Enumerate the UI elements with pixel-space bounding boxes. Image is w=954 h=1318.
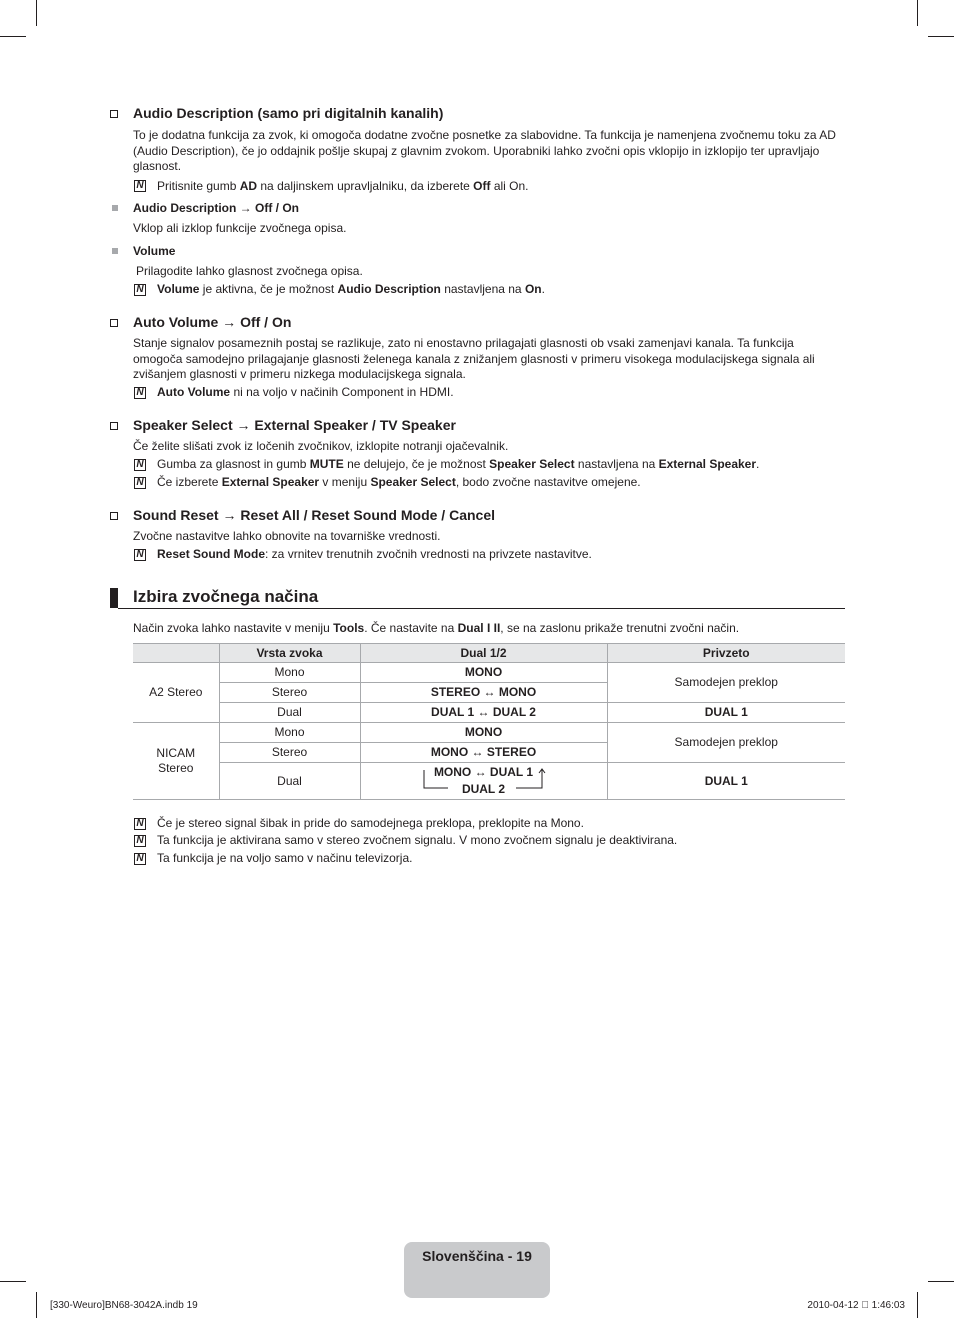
- speaker-select-note-1: [157, 457, 759, 473]
- note-text: nastavljena na: [440, 282, 525, 296]
- square-bullet-icon: [112, 248, 118, 254]
- table-header: Vrsta zvoka: [219, 644, 360, 663]
- crop-mark: [917, 1292, 918, 1318]
- note-bold: On: [524, 282, 542, 296]
- note-bold: Speaker Select: [370, 475, 456, 489]
- note-bold: External Speaker: [221, 475, 320, 489]
- sound-reset-note: [157, 547, 592, 563]
- note-icon: N: [134, 284, 146, 296]
- note-icon: N: [134, 180, 146, 192]
- note-text: Gumba za glasnost in gumb: [157, 457, 310, 471]
- note-bold: Off: [473, 179, 491, 193]
- file-info: [330-Weuro]BN68-3042A.indb 19: [50, 1300, 198, 1311]
- note-item: Če je stereo signal šibak in pride do samodejnega preklopa, preklopite na Mono.: [157, 816, 584, 830]
- note-icon: N: [134, 835, 146, 847]
- intro-bold: Dual I II: [457, 621, 501, 635]
- table-cell: Dual: [219, 763, 360, 800]
- table-cell: Dual: [219, 703, 360, 723]
- table-cell-cycle: [360, 763, 607, 800]
- table-cell: MONO: [360, 663, 607, 683]
- note-bold: Volume: [157, 282, 200, 296]
- table-header: Dual 1/2: [360, 644, 607, 663]
- section-title: Izbira zvočnega načina: [133, 587, 319, 606]
- table-cell: Stereo: [219, 683, 360, 703]
- volume-sub-body: Prilagodite lahko glasnost zvočnega opisa.: [136, 264, 363, 278]
- note-text: .: [541, 282, 545, 296]
- table-row: [133, 703, 845, 723]
- table-cell: Mono: [219, 723, 360, 743]
- note-text: Pritisnite gumb: [157, 179, 240, 193]
- sound-reset-body: Zvočne nastavitve lahko obnovite na tovarniške vrednosti.: [133, 529, 441, 543]
- nicam-stereo-label: [133, 723, 219, 800]
- intro-text: Način zvoka lahko nastavite v meniju: [133, 621, 334, 635]
- audio-description-body: To je dodatna funkcija za zvok, ki omogoča dodatne zvočne posnetke za slabovidne. Ta funkcija je namenjena zvočnemu toku za AD (Audio Description), če jo oddajnik pošlje skupaj z glavnim zvokom. Uporabniki lahko zvočni opis vklopijo in izklopijo ter upravljajo glasnost.: [133, 128, 836, 173]
- square-bullet-icon: [112, 205, 118, 211]
- note-bold: MUTE: [309, 457, 344, 471]
- note-icon: N: [134, 459, 146, 471]
- note-text: nastavljena na: [574, 457, 659, 471]
- table-cell: DUAL 1 ↔ DUAL 2: [360, 703, 607, 723]
- note-text: ni na voljo v načinih Component in HDMI.: [230, 385, 454, 399]
- crop-mark: [0, 1281, 26, 1282]
- table-cell: MONO: [360, 723, 607, 743]
- crop-mark: [928, 36, 954, 37]
- audio-description-heading: Audio Description (samo pri digitalnih kanalih): [133, 105, 444, 121]
- table-cell: DUAL 1: [607, 703, 845, 723]
- crop-mark: [36, 1292, 37, 1318]
- note-bold: Speaker Select: [489, 457, 575, 471]
- note-bold: Reset Sound Mode: [157, 547, 266, 561]
- table-cell: Stereo: [219, 743, 360, 763]
- volume-note: [157, 282, 545, 298]
- note-bold: AD: [239, 179, 258, 193]
- note-icon: N: [134, 853, 146, 865]
- table-row: [133, 663, 845, 683]
- table-header: [133, 644, 219, 663]
- cycle-arrow-icon: [422, 768, 546, 792]
- volume-sub-heading: Volume: [133, 244, 176, 258]
- table-cell: DUAL 1: [607, 763, 845, 800]
- ad-sub-body: Vklop ali izklop funkcije zvočnega opisa.: [133, 221, 347, 235]
- table-header: Privzeto: [607, 644, 845, 663]
- speaker-select-body: Če želite slišati zvok iz ločenih zvočnikov, izklopite notranji ojačevalnik.: [133, 439, 509, 453]
- crop-mark: [928, 1281, 954, 1282]
- note-item: Ta funkcija je aktivirana samo v stereo zvočnem signalu. V mono zvočnem signalu je deaktivirana.: [157, 833, 678, 847]
- auto-volume-heading: Auto Volume → Off / On: [133, 314, 292, 330]
- section-marker: [110, 588, 118, 608]
- crop-mark: [0, 36, 26, 37]
- section-divider: [118, 608, 845, 609]
- print-timestamp: 2010-04-12 ￿ 1:46:03: [807, 1300, 905, 1311]
- cycle-line-1: MONO ↔ DUAL 1: [433, 765, 534, 779]
- crop-mark: [917, 0, 918, 26]
- nicam-label-line: Stereo: [158, 761, 194, 775]
- note-text: ne delujejo, če je možnost: [343, 457, 490, 471]
- dual-cycle-diagram: [424, 764, 544, 798]
- page-number: Slovenščina - 19: [422, 1248, 532, 1264]
- sound-reset-heading: Sound Reset → Reset All / Reset Sound Mode / Cancel: [133, 507, 495, 523]
- nicam-label-line: NICAM: [156, 746, 196, 760]
- section-intro: [133, 621, 739, 637]
- cycle-line-2: DUAL 2: [461, 782, 506, 796]
- checkbox-bullet-icon: [110, 110, 118, 118]
- note-item: Ta funkcija je na voljo samo v načinu televizorja.: [157, 851, 413, 865]
- table-cell: Samodejen preklop: [607, 723, 845, 763]
- note-bold: Auto Volume: [157, 385, 231, 399]
- note-text: na daljinskem upravljalniku, da izberete: [257, 179, 474, 193]
- auto-volume-note: [157, 385, 454, 401]
- note-bold: External Speaker: [658, 457, 757, 471]
- note-text: , bodo zvočne nastavitve omejene.: [455, 475, 641, 489]
- intro-text: , se na zaslonu prikaže trenutni zvočni način.: [500, 621, 740, 635]
- note-icon: N: [134, 387, 146, 399]
- note-text: Če izberete: [157, 475, 222, 489]
- note-text: : za vrnitev trenutnih zvočnih vrednosti na privzete nastavitve.: [265, 547, 592, 561]
- auto-volume-body: Stanje signalov posameznih postaj se razlikuje, zato ni enostavno prilagajati glasnosti ob vsaki zamenjavi kanala. Ta funkcija omogoča samodejno prilagajanje glasnosti želenega kanala z znižanjem glasnosti v primeru visokega modulacijskega signala ali zvišanjem glasnosti v primeru nizkega modulacijskega signala.: [133, 336, 815, 381]
- note-text: je aktivna, če je možnost: [199, 282, 338, 296]
- checkbox-bullet-icon: [110, 422, 118, 430]
- table-header-row: [133, 644, 845, 663]
- note-text: .: [756, 457, 760, 471]
- audio-description-note: [157, 179, 529, 195]
- table-cell: Samodejen preklop: [607, 663, 845, 703]
- note-icon: N: [134, 818, 146, 830]
- table-cell: STEREO ↔ MONO: [360, 683, 607, 703]
- intro-text: . Če nastavite na: [364, 621, 458, 635]
- a2-stereo-label: A2 Stereo: [133, 663, 219, 723]
- note-icon: N: [134, 549, 146, 561]
- note-icon: N: [134, 477, 146, 489]
- checkbox-bullet-icon: [110, 512, 118, 520]
- table-cell: MONO ↔ STEREO: [360, 743, 607, 763]
- crop-mark: [36, 0, 37, 26]
- table-cell: Mono: [219, 663, 360, 683]
- speaker-select-heading: Speaker Select → External Speaker / TV Speaker: [133, 417, 456, 433]
- sound-mode-table: [133, 643, 845, 800]
- note-text: v meniju: [319, 475, 371, 489]
- note-bold: Audio Description: [337, 282, 441, 296]
- table-row: [133, 723, 845, 743]
- intro-bold: Tools: [333, 621, 365, 635]
- ad-sub-heading: Audio Description → Off / On: [133, 201, 299, 215]
- checkbox-bullet-icon: [110, 319, 118, 327]
- table-row: [133, 763, 845, 800]
- speaker-select-note-2: [157, 475, 641, 491]
- note-text: ali On.: [490, 179, 529, 193]
